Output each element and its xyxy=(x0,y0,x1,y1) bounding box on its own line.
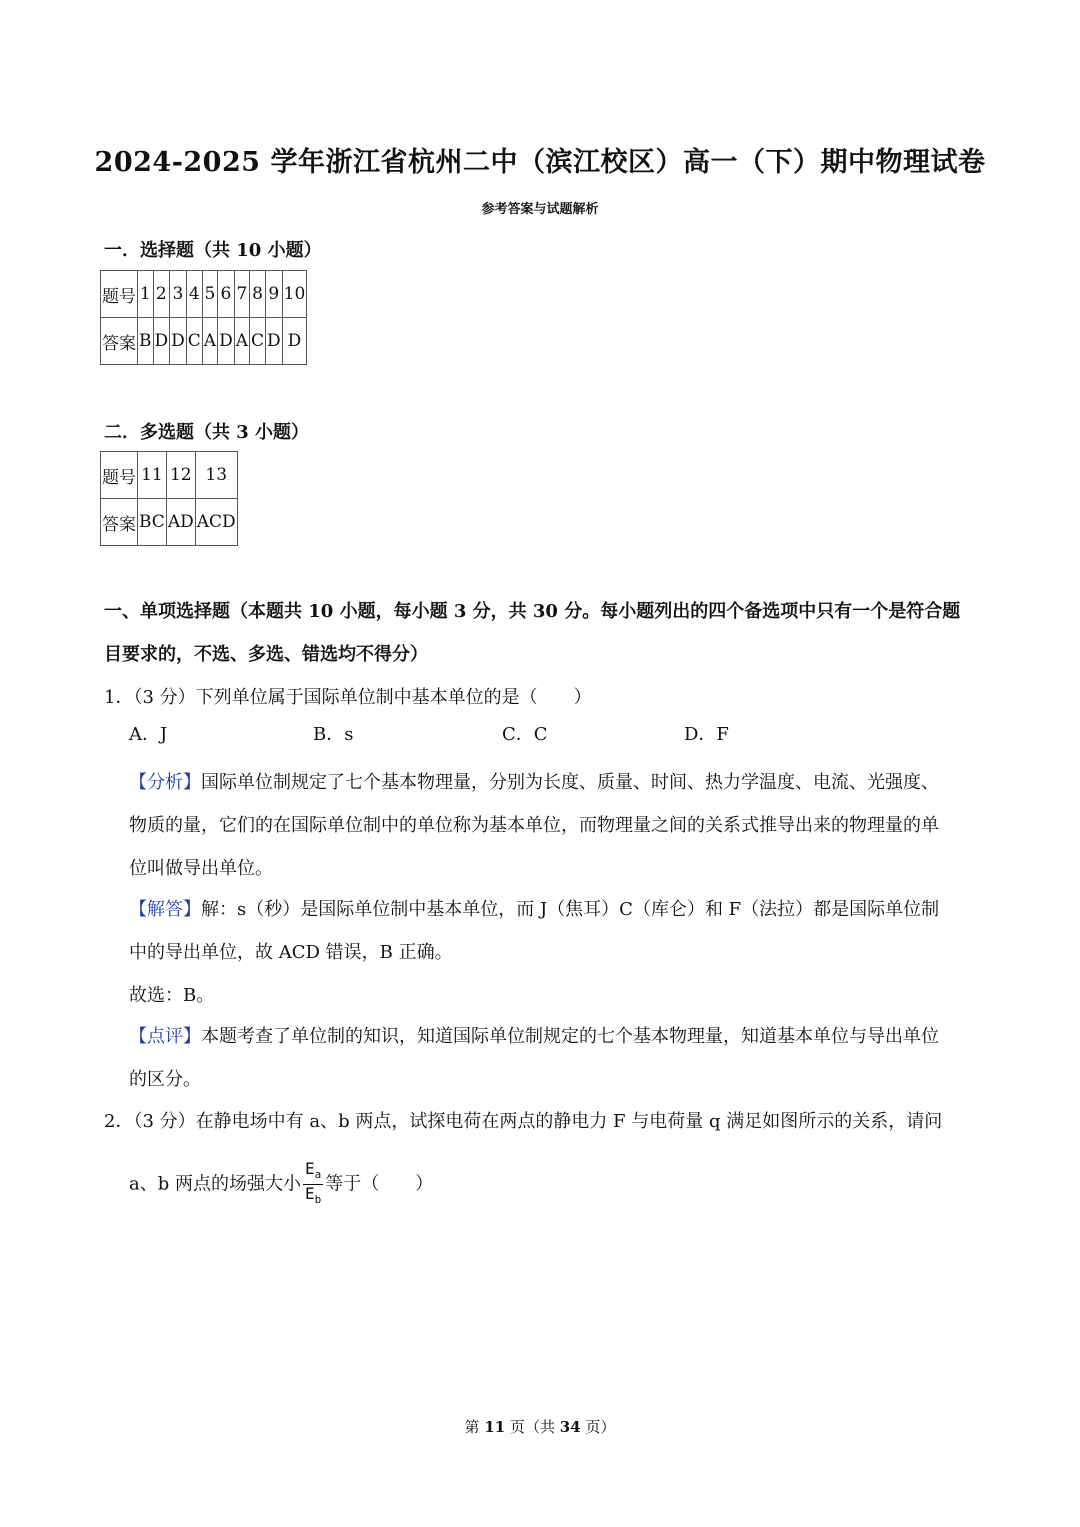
answer-cell: B xyxy=(138,318,154,365)
answer-cell: BC xyxy=(138,499,167,546)
q1-option-d: D．F xyxy=(684,724,729,745)
final-choice: 故选：B。 xyxy=(129,985,215,1006)
question-number: 6 xyxy=(218,271,235,318)
comment-text: 本题考查了单位制的知识，知道国际单位制规定的七个基本物理量，知道基本单位与导出单位 xyxy=(201,1026,939,1047)
solution-tag: 【解答】 xyxy=(129,899,201,920)
q1-option-a: A．J xyxy=(129,724,168,745)
row-label: 题号 xyxy=(101,452,138,499)
question-number: 5 xyxy=(202,271,217,318)
table-row xyxy=(101,318,307,365)
answer-cell: D xyxy=(282,318,307,365)
page-title: 2024-2025 学年浙江省杭州二中（滨江校区）高一（下）期中物理试卷 xyxy=(94,147,986,178)
section2-heading: 二．多选题（共 3 小题） xyxy=(104,422,310,443)
part-heading xyxy=(104,590,984,676)
row-label: 答案 xyxy=(101,499,138,546)
answer-cell: D xyxy=(218,318,235,365)
q1-analysis xyxy=(104,761,1029,890)
comment-line: 的区分。 xyxy=(129,1069,201,1090)
answer-cell: ACD xyxy=(195,499,237,546)
part-heading-line: 目要求的，不选、多选、错选均不得分） xyxy=(104,644,428,665)
analysis-line xyxy=(129,761,1029,804)
answer-cell: D xyxy=(266,318,283,365)
answer-cell: AD xyxy=(166,499,195,546)
row-label: 题号 xyxy=(101,271,138,318)
q2-text-pre: a、b 两点的场强大小 xyxy=(129,1173,301,1195)
page-subtitle: 参考答案与试题解析 xyxy=(481,202,599,217)
footer-text: 第 xyxy=(464,1418,480,1436)
question-number: 9 xyxy=(266,271,283,318)
page-number: 11 xyxy=(484,1418,506,1436)
answer-cell: D xyxy=(170,318,187,365)
section2-answer-table xyxy=(100,451,238,546)
question-number: 2 xyxy=(153,271,170,318)
page-total: 34 xyxy=(559,1418,581,1436)
question-2-line2 xyxy=(104,1160,1009,1209)
table-row xyxy=(101,271,307,318)
answer-cell: C xyxy=(186,318,202,365)
question-number: 13 xyxy=(195,452,237,499)
comment-tag: 【点评】 xyxy=(129,1026,201,1047)
footer-text: 页（共 xyxy=(509,1418,555,1436)
fraction-numerator: $E_a$ xyxy=(303,1160,323,1185)
question-2-stem: 2．（3 分）在静电场中有 a、b 两点，试探电荷在两点的静电力 F 与电荷量 q 满足如图所示的关系，请问 xyxy=(104,1111,943,1132)
row-label: 答案 xyxy=(101,318,138,365)
comment-line xyxy=(129,1015,1029,1058)
question-number: 3 xyxy=(170,271,187,318)
field-ratio-fraction xyxy=(303,1160,323,1209)
analysis-line: 位叫做导出单位。 xyxy=(129,858,273,879)
solution-line xyxy=(129,888,1029,931)
question-number: 1 xyxy=(138,271,154,318)
question-number: 7 xyxy=(234,271,249,318)
table-row xyxy=(101,452,238,499)
section1-answer-table xyxy=(100,270,307,365)
footer-text: 页） xyxy=(585,1418,616,1436)
section1-heading: 一．选择题（共 10 小题） xyxy=(104,240,322,261)
question-1-stem: 1．（3 分）下列单位属于国际单位制中基本单位的是（ ） xyxy=(104,687,592,708)
analysis-line: 物质的量，它们的在国际单位制中的单位称为基本单位，而物理量之间的关系式推导出来的物理量的单 xyxy=(129,815,939,836)
table-row xyxy=(101,499,238,546)
fraction-denominator: $E_b$ xyxy=(304,1184,322,1207)
question-number: 4 xyxy=(186,271,202,318)
q1-option-b: B．s xyxy=(313,724,354,745)
q1-solution xyxy=(104,888,1029,1017)
question-number: 12 xyxy=(166,452,195,499)
analysis-text: 国际单位制规定了七个基本物理量，分别为长度、质量、时间、热力学温度、电流、光强度、 xyxy=(201,772,939,793)
part-heading-line: 一、单项选择题（本题共 10 小题，每小题 3 分，共 30 分。每小题列出的四个备选项中只有一个是符合题 xyxy=(104,601,961,622)
q2-text-post: 等于（ ） xyxy=(325,1173,434,1195)
question-number: 8 xyxy=(250,271,266,318)
answer-cell: C xyxy=(250,318,266,365)
q1-option-c: C．C xyxy=(502,724,548,745)
answer-cell: A xyxy=(234,318,249,365)
analysis-tag: 【分析】 xyxy=(129,772,201,793)
answer-cell: D xyxy=(153,318,170,365)
answer-cell: A xyxy=(202,318,217,365)
page-footer xyxy=(0,1416,1080,1437)
solution-text: 解：s（秒）是国际单位制中基本单位，而 J（焦耳）C（库仑）和 F（法拉）都是国际单位制 xyxy=(201,899,940,920)
q1-comment xyxy=(104,1015,1029,1101)
question-number: 10 xyxy=(282,271,307,318)
solution-line: 中的导出单位，故 ACD 错误，B 正确。 xyxy=(129,942,453,963)
question-number: 11 xyxy=(138,452,167,499)
